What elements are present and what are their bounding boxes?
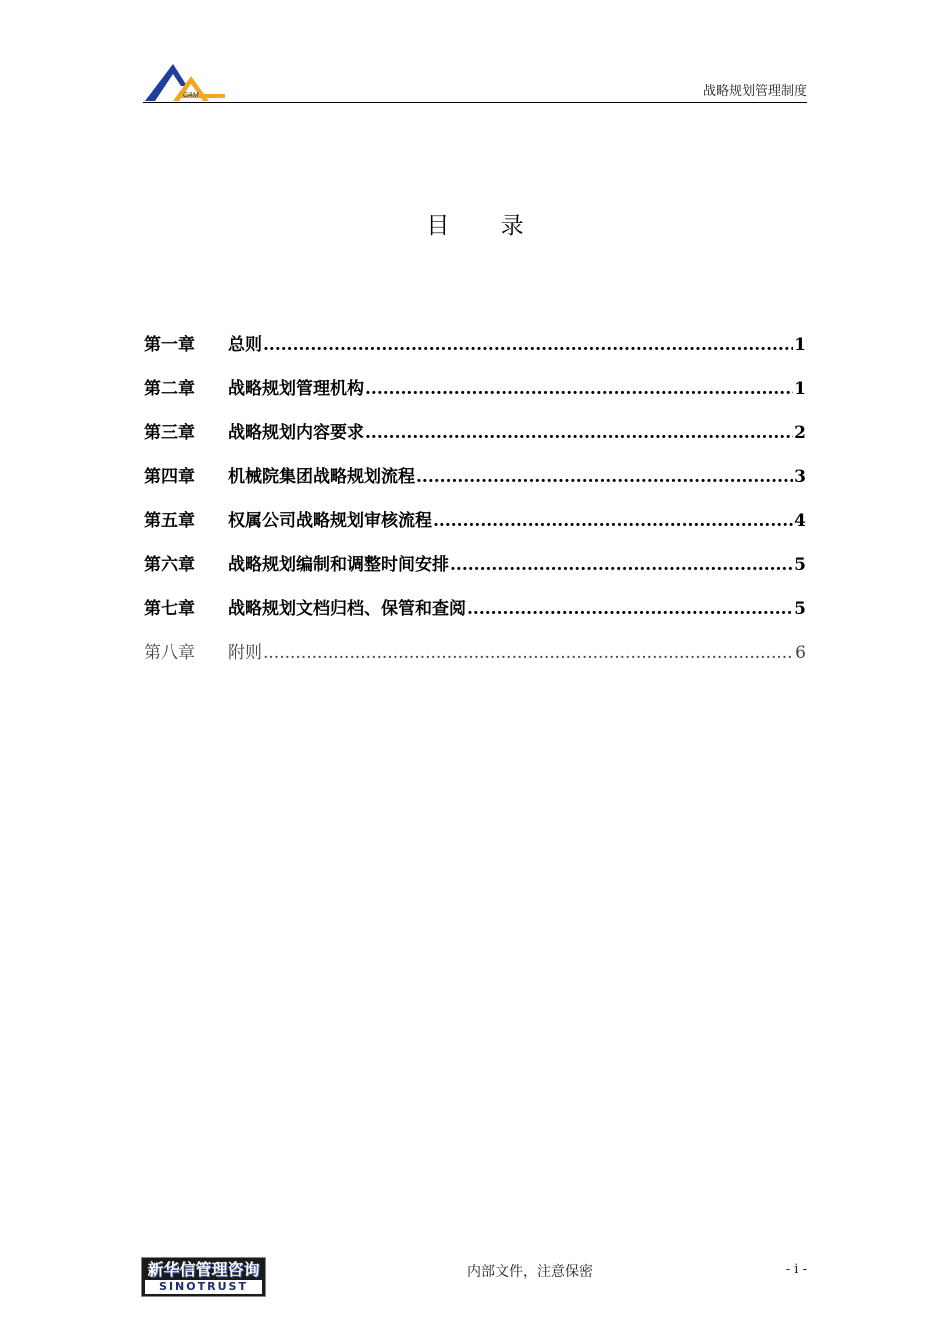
toc-entry-title: 附则 <box>228 643 262 663</box>
toc-chapter-label: 第五章 <box>144 511 195 531</box>
toc-page-number: 1 <box>794 335 806 355</box>
page-number: - i - <box>785 1262 807 1277</box>
toc-page-number: 1 <box>794 379 806 399</box>
toc-entry-title: 权属公司战略规划审核流程 <box>228 511 432 531</box>
toc-entry[interactable] <box>144 330 806 374</box>
toc-chapter-label: 第一章 <box>144 335 195 355</box>
toc-entry-title: 战略规划内容要求 <box>228 423 364 443</box>
toc-dot-leader <box>467 599 793 619</box>
toc-chapter-label: 第七章 <box>144 599 195 619</box>
toc-chapter-label: 第四章 <box>144 467 195 487</box>
table-of-contents <box>144 330 806 682</box>
toc-page-number: 4 <box>794 511 806 531</box>
toc-page-number: 6 <box>795 643 806 663</box>
toc-entry-title: 战略规划编制和调整时间安排 <box>228 555 449 575</box>
svg-text:CAM: CAM <box>183 92 199 99</box>
toc-dot-leader <box>433 511 793 531</box>
toc-entry-title: 战略规划文档归档、保管和查阅 <box>228 599 466 619</box>
toc-chapter-label: 第六章 <box>144 555 195 575</box>
toc-entry[interactable] <box>144 462 806 506</box>
toc-dot-leader <box>263 643 794 663</box>
logo-english-text: SINOTRUST <box>145 1280 262 1294</box>
toc-entry[interactable] <box>144 638 806 682</box>
toc-chapter-label: 第三章 <box>144 423 195 443</box>
toc-dot-leader <box>365 423 793 443</box>
toc-page-number: 3 <box>794 467 806 487</box>
header-title: 战略规划管理制度 <box>702 84 807 99</box>
toc-chapter-label: 第八章 <box>144 643 195 663</box>
toc-dot-leader <box>365 379 793 399</box>
toc-page-number: 2 <box>794 423 806 443</box>
toc-dot-leader <box>450 555 793 575</box>
logo-chinese-text: 新华信管理咨询 <box>147 1260 260 1279</box>
toc-entry-title: 总则 <box>228 335 262 355</box>
page-header <box>143 58 807 103</box>
toc-dot-leader <box>263 335 793 355</box>
page-title: 目 录 <box>426 213 546 239</box>
toc-entry-title: 机械院集团战略规划流程 <box>228 467 415 487</box>
toc-entry[interactable] <box>144 594 806 638</box>
toc-entry-title: 战略规划管理机构 <box>228 379 364 399</box>
toc-page-number: 5 <box>794 599 806 619</box>
toc-entry[interactable] <box>144 506 806 550</box>
toc-entry[interactable] <box>144 418 806 462</box>
confidential-notice: 内部文件，注意保密 <box>467 1264 593 1280</box>
company-logo-icon <box>143 60 227 102</box>
toc-entry[interactable] <box>144 550 806 594</box>
toc-chapter-label: 第二章 <box>144 379 195 399</box>
toc-entry[interactable] <box>144 374 806 418</box>
toc-page-number: 5 <box>794 555 806 575</box>
toc-dot-leader <box>416 467 793 487</box>
